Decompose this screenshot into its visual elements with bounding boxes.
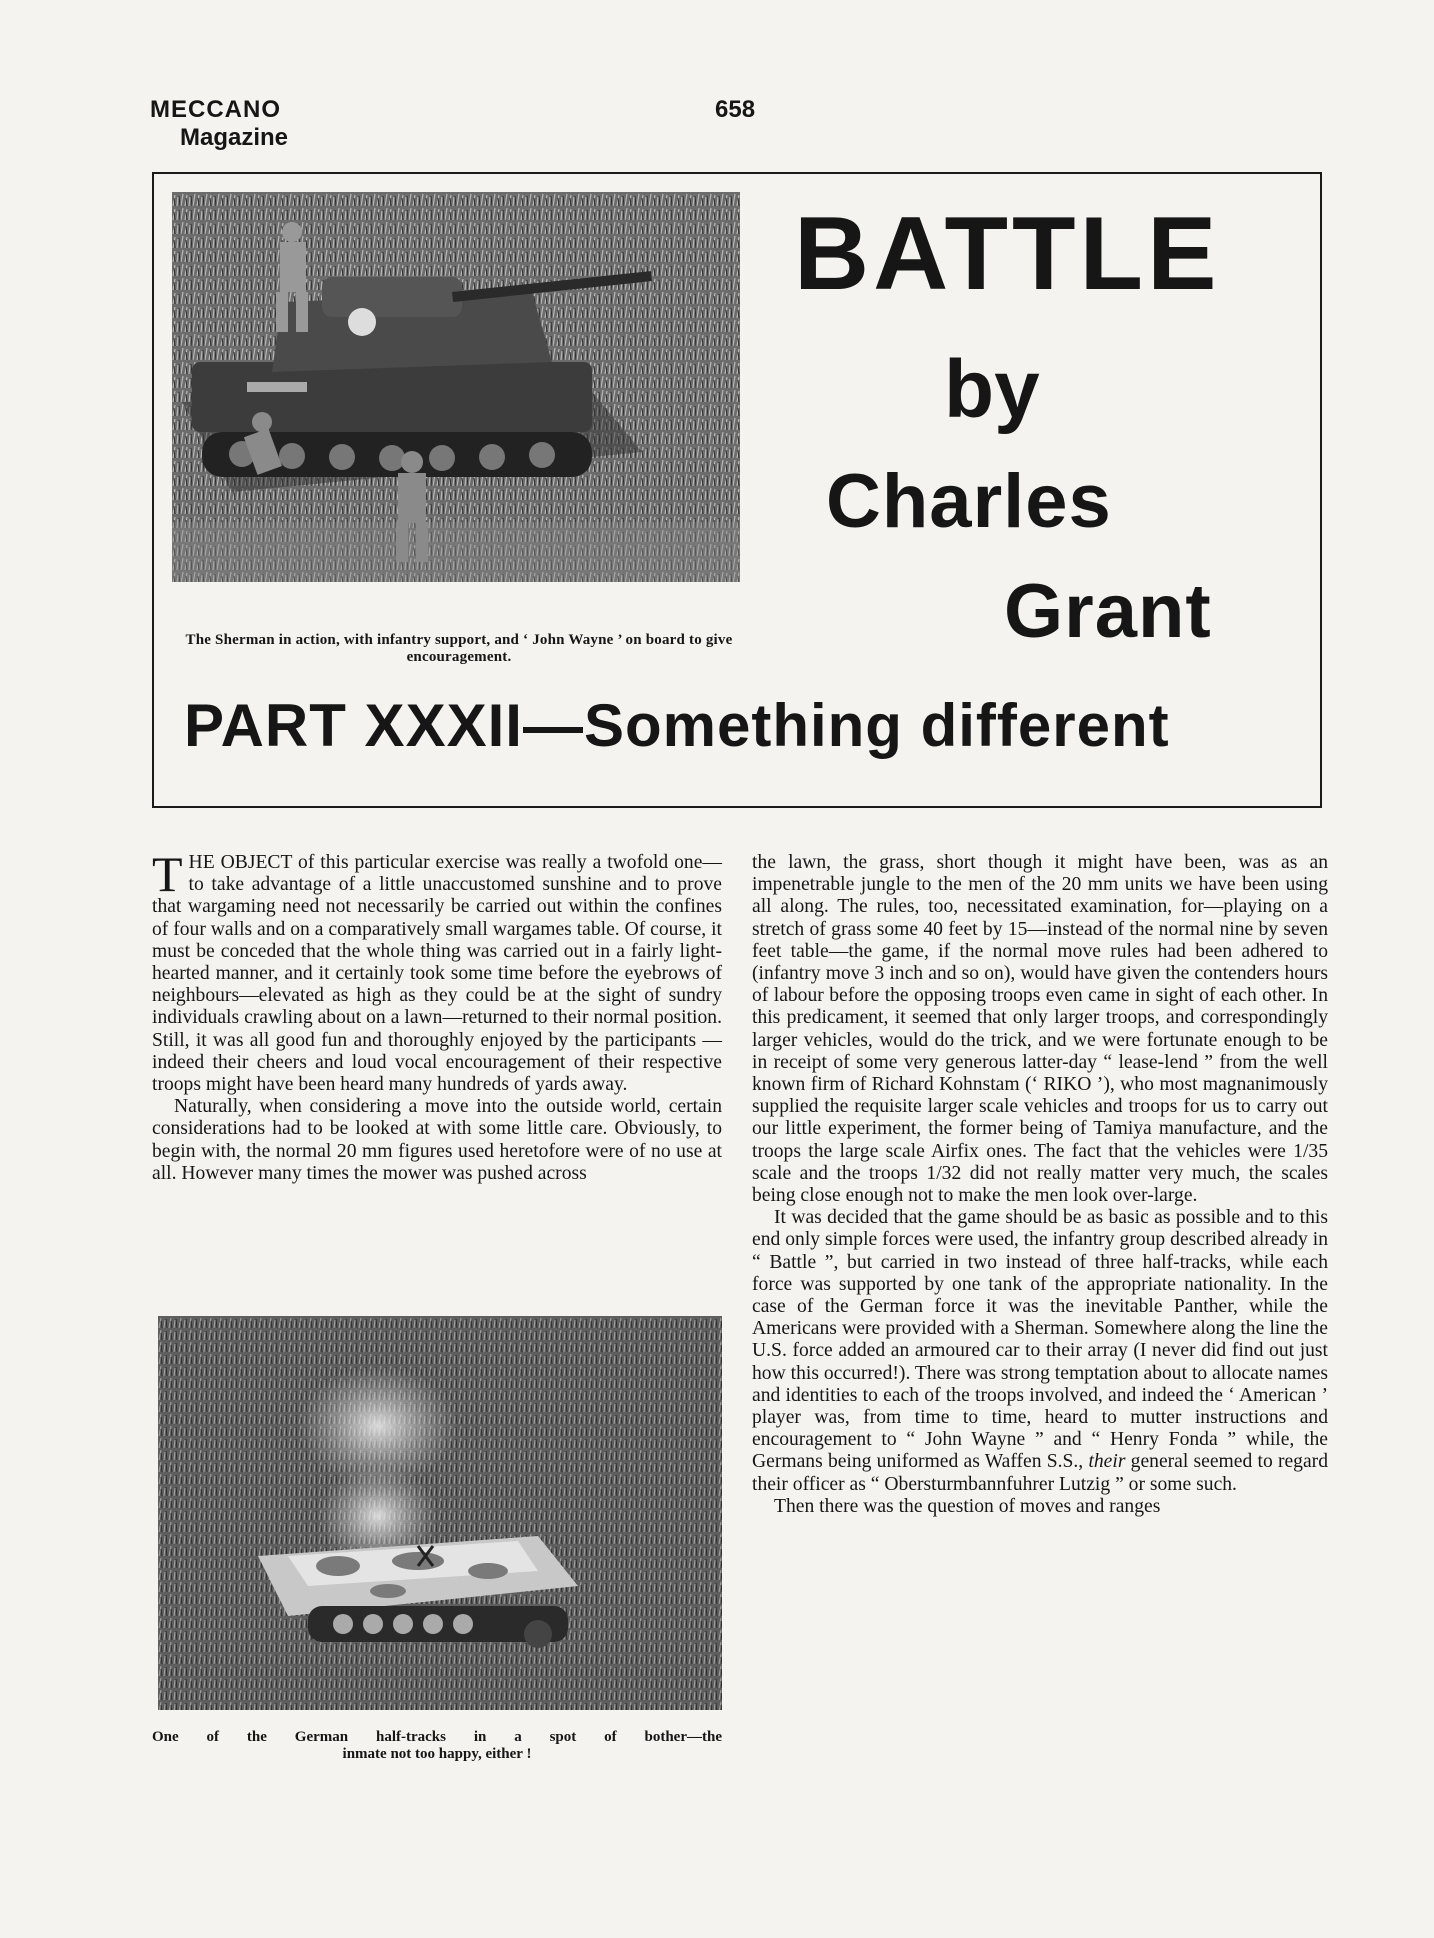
drop-cap: T	[152, 846, 183, 902]
sherman-photo	[172, 192, 740, 582]
title-box	[152, 172, 1322, 808]
paragraph: Then there was the question of moves and ranges	[774, 1495, 1161, 1517]
article-column-1	[152, 846, 722, 1185]
masthead-meccano: MECCANO	[150, 96, 281, 123]
title-battle: BATTLE	[794, 196, 1221, 312]
paragraph: Naturally, when considering a move into the outside world, certain considerations had to be looked at with some little care. Obviously, to begin with, the normal 20 mm figures used heretofore were of no use at all. However many times the mower was pushed across	[152, 1096, 722, 1184]
paragraph-text: HE OBJECT of this particular exercise was really a twofold one—to take advantage of a little unaccustomed sunshine and to prove that wargaming need not necessarily be carried out within the confines of four walls and on a comparatively small wargames table. Of course, it must be conceded that the whole thing was carried out in a fairly light-hearted manner, and it certainly took some time before the eyebrows of neighbours—elevated as high as they could be at the sight of sundry individuals crawling about on a lawn—returned to their normal position. Still, it was all good fun and thoroughly enjoyed by the participants —indeed their cheers and loud vocal encouragement of their respective troops might have been heard many hundreds of yards away.	[152, 852, 722, 1096]
masthead	[150, 96, 288, 152]
author-last-name: Grant	[1004, 569, 1212, 654]
article-column-2	[752, 852, 1328, 1518]
paragraph-text: general seemed to regard their officer as “ Obersturmbannfuhrer Lutzig ” or some such.	[752, 1451, 1328, 1495]
caption-line: inmate not too happy, either !	[342, 1746, 532, 1762]
paragraph	[152, 846, 722, 1096]
caption-line: One of the German half-tracks in a spot of bother—the	[152, 1729, 722, 1745]
paragraph: the lawn, the grass, short though it might have been, was as an impenetrable jungle to the men of the 20 mm units we have been using all along. The rules, too, necessitated examination, for—playing on a stretch of grass some 40 feet by 15—instead of the normal nine by seven feet table—the game, if the normal move rules had been adhered to (infantry move 3 inch and so on), would have given the contenders hours of labour before the opposing troops even came in sight of each other. In this predicament, it seemed that only larger troops, and correspondingly larger vehicles, would do the trick, and we were fortunate enough to be in receipt of some very generous latter-day “ lease-lend ” from the well known firm of Richard Kohnstam (‘ RIKO ’), who most magnanimously supplied the requisite larger scale vehicles and troops for us to carry out our little experiment, the former being of Tamiya manufacture, and the troops the large scale Airfix ones. The fact that the vehicles were 1/35 scale and the troops 1/32 did not really matter very much, the scales being close enough not to make the men look over-large.	[752, 852, 1328, 1207]
page-number: 658	[715, 96, 756, 123]
top-photo-caption: The Sherman in action, with infantry support, and ‘ John Wayne ’ on board to give encouragement.	[185, 632, 733, 665]
part-subtitle: PART XXXII—Something different	[184, 692, 1170, 759]
author-first-name: Charles	[826, 459, 1112, 544]
paragraph-text: It was decided that the game should be as basic as possible and to this end only simple forces were used, the infantry group described already in “ Battle ”, but carried in two instead of three half-tracks, while each force was supported by one tank of the appropriate nationality. In the case of the German force it was the inevitable Panther, while the Americans were provided with a Sherman. Somewhere along the line the U.S. force added an armoured car to their array (I never did find out just how this occurred!). There was strong temptation about to allocate names and identities to each of the troops involved, and indeed the ‘ American ’ player was, from time to time, heard to mutter instructions and encouragement to “ John Wayne ” and “ Henry Fonda ” while, the Germans being uniformed as Waffen S.S.,	[752, 1207, 1328, 1473]
italic-text: their	[1088, 1451, 1126, 1473]
paragraph	[752, 1207, 1328, 1496]
title-by: by	[944, 344, 1040, 435]
halftrack-photo	[158, 1316, 722, 1710]
masthead-magazine: Magazine	[180, 124, 289, 151]
bottom-photo-caption	[152, 1729, 722, 1763]
